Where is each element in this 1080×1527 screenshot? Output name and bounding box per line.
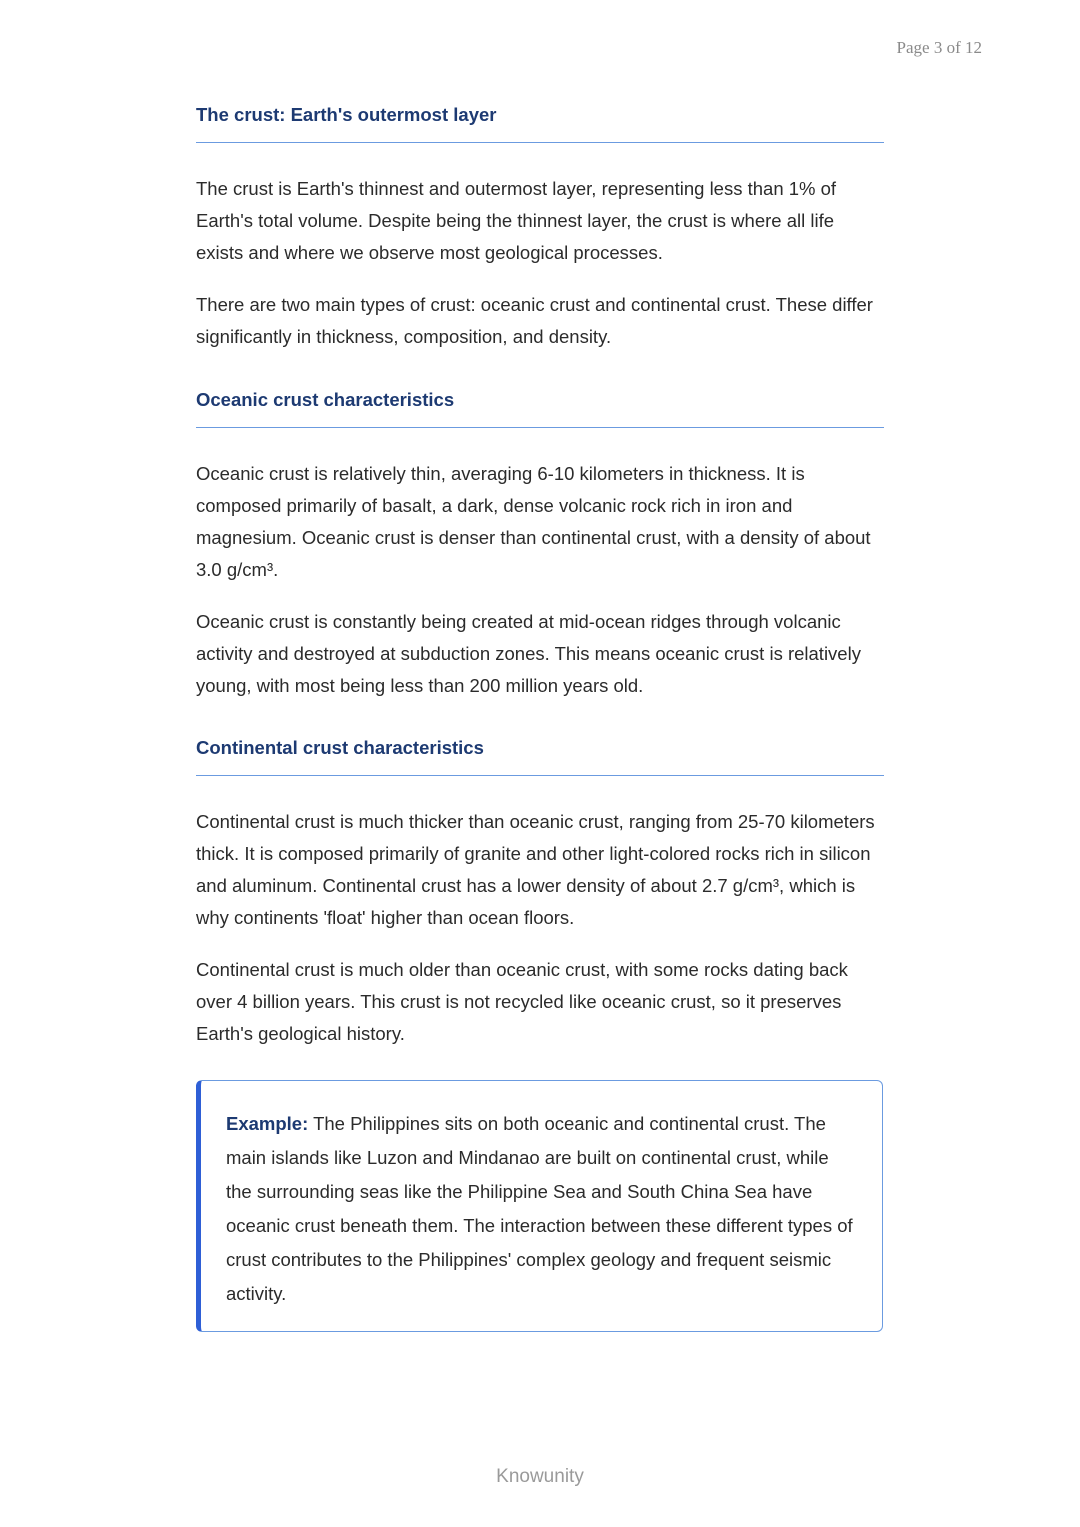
section-heading-continental: Continental crust characteristics [196,735,884,776]
paragraph-oceanic-age: Oceanic crust is constantly being created at mid-ocean ridges through volcanic activity and destroyed at subduction zones. This means oceanic crust is relatively young, with most being less than 200 million years old. [196,611,861,696]
example-text [226,1107,858,1311]
paragraph-crust-intro: The crust is Earth's thinnest and outermost layer, representing less than 1% of Earth's total volume. Despite being the thinnest layer, the crust is where all life exists and where we observe most geological processes. [196,178,837,263]
section-heading-crust: The crust: Earth's outermost layer [196,102,884,143]
example-callout [196,1080,883,1332]
example-label: Example: [226,1113,309,1134]
paragraph-continental-age: Continental crust is much older than oceanic crust, with some rocks dating back over 4 billion years. This crust is not recycled like oceanic crust, so it preserves Earth's geological history. [196,959,848,1044]
example-body: The Philippines sits on both oceanic and continental crust. The main islands like Luzon and Mindanao are built on continental crust, while the surrounding seas like the Philippine Sea and South China Sea have oceanic crust beneath them. The interaction between these different types of crust contributes to the Philippines' complex geology and frequent seismic activity. [226,1113,853,1304]
footer-brand: Knowunity [496,1466,584,1487]
paragraph-continental-composition: Continental crust is much thicker than oceanic crust, ranging from 25-70 kilometers thick. It is composed primarily of granite and other light-colored rocks rich in silicon and aluminum. Continental crust has a lower density of about 2.7 g/cm³, which is why continents 'float' higher than ocean floors. [196,811,875,928]
paragraph-crust-types: There are two main types of crust: oceanic crust and continental crust. These differ significantly in thickness, composition, and density. [196,294,873,347]
section-heading-oceanic: Oceanic crust characteristics [196,387,884,428]
page-number: Page 3 of 12 [896,38,982,57]
paragraph-oceanic-composition: Oceanic crust is relatively thin, averaging 6-10 kilometers in thickness. It is composed primarily of basalt, a dark, dense volcanic rock rich in iron and magnesium. Oceanic crust is denser than continental crust, with a density of about 3.0 g/cm³. [196,463,871,580]
